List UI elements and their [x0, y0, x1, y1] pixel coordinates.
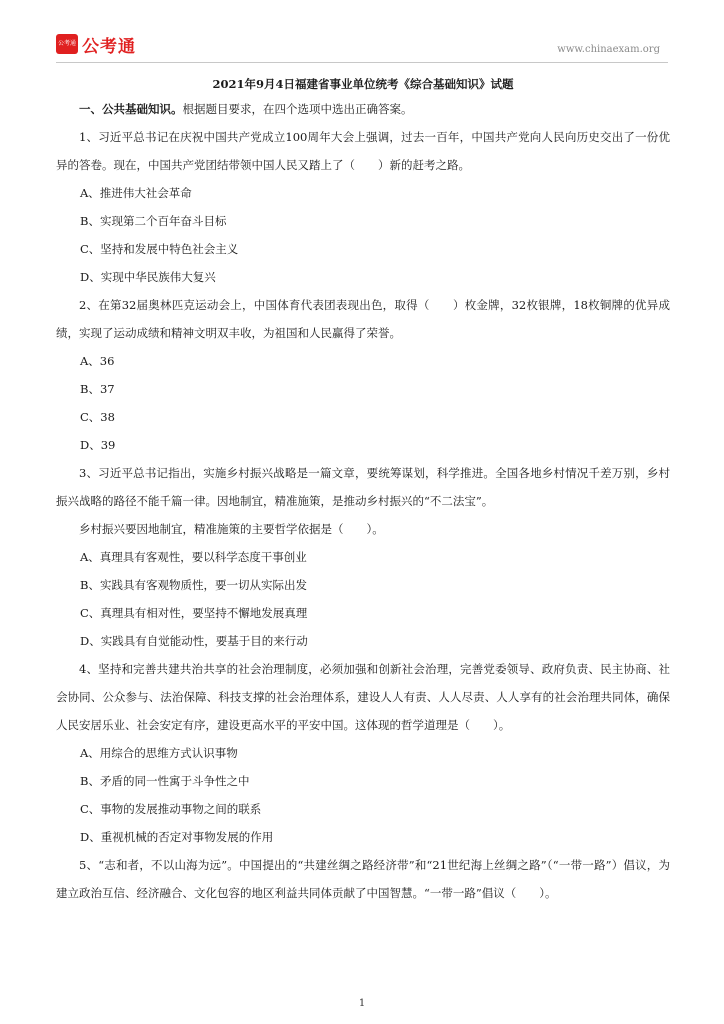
question-1-stem: 1、习近平总书记在庆祝中国共产党成立100周年大会上强调，过去一百年，中国共产党向人民向历史交出了一份优异的答卷。现在，中国共产党团结带领中国人民又踏上了（ ）新的赶考之路。: [56, 130, 670, 172]
question-2-option-a: A、36: [80, 354, 115, 368]
question-1-option-d: D、实现中华民族伟大复兴: [80, 270, 216, 284]
section-heading: [56, 95, 670, 123]
logo-mark-icon: 公考通: [56, 34, 78, 54]
question-4-option-d: D、重视机械的否定对事物发展的作用: [80, 830, 274, 844]
question-1-option-a: A、推进伟大社会革命: [80, 186, 192, 200]
document-title: 2021年9月4日福建省事业单位统考《综合基础知识》试题: [212, 77, 514, 91]
question-4-option-c: C、事物的发展推动事物之间的联系: [80, 802, 262, 816]
page-number: 1: [358, 998, 366, 1009]
question-4-option-a: A、用综合的思维方式认识事物: [80, 746, 238, 760]
logo-text: 公考通: [82, 36, 136, 57]
question-2-option-c: C、38: [80, 410, 115, 424]
question-3-option-d: D、实践具有自觉能动性，要基于目的来行动: [80, 634, 308, 648]
question-5-stem: 5、“志和者，不以山海为远”。中国提出的“共建丝绸之路经济带”和“21世纪海上丝绸之路”（“一带一路”）倡议，为建立政治互信、经济融合、文化包容的地区利益共同体贡献了中国智慧。“一带一路”倡议（ ）。: [56, 858, 670, 900]
question-2-option-d: D、39: [80, 438, 116, 452]
question-3-option-a: A、真理具有客观性，要以科学态度干事创业: [80, 550, 307, 564]
logo: [56, 33, 136, 55]
question-1-option-c: C、坚持和发展中特色社会主义: [80, 242, 239, 256]
section-label: 一、公共基础知识。: [79, 102, 183, 116]
site-url: www.chinaexam.org: [557, 44, 660, 55]
page-header: [0, 0, 724, 66]
question-4-stem: 4、坚持和完善共建共治共享的社会治理制度，必须加强和创新社会治理，完善党委领导、政府负责、民主协商、社会协同、公众参与、法治保障、科技支撑的社会治理体系，建设人人有责、人人尽责、人人享有的社会治理共同体，确保人民安居乐业、社会安定有序，建设更高水平的平安中国。这体现的哲学道理是（ ）。: [56, 662, 670, 732]
question-3-sub-stem: 乡村振兴要因地制宜，精准施策的主要哲学依据是（ ）。: [79, 522, 384, 536]
question-3-option-c: C、真理具有相对性，要坚持不懈地发展真理: [80, 606, 308, 620]
question-4-option-b: B、矛盾的同一性寓于斗争性之中: [80, 774, 250, 788]
question-2-option-b: B、37: [80, 382, 115, 396]
header-divider: [56, 62, 668, 63]
document-body: [56, 74, 670, 907]
question-1-option-b: B、实现第二个百年奋斗目标: [80, 214, 227, 228]
question-2-stem: 2、在第32届奥林匹克运动会上，中国体育代表团表现出色，取得（ ）枚金牌，32枚银牌，18枚铜牌的优异成绩，实现了运动成绩和精神文明双丰收，为祖国和人民赢得了荣誉。: [56, 298, 670, 340]
section-instruction: 根据题目要求，在四个选项中选出正确答案。: [182, 102, 413, 116]
question-3-option-b: B、实践具有客观物质性，要一切从实际出发: [80, 578, 307, 592]
question-3-stem: 3、习近平总书记指出，实施乡村振兴战略是一篇文章，要统筹谋划，科学推进。全国各地乡村情况千差万别，乡村振兴战略的路径不能千篇一律。因地制宜，精准施策，是推动乡村振兴的“不二法宝”。: [56, 466, 670, 508]
